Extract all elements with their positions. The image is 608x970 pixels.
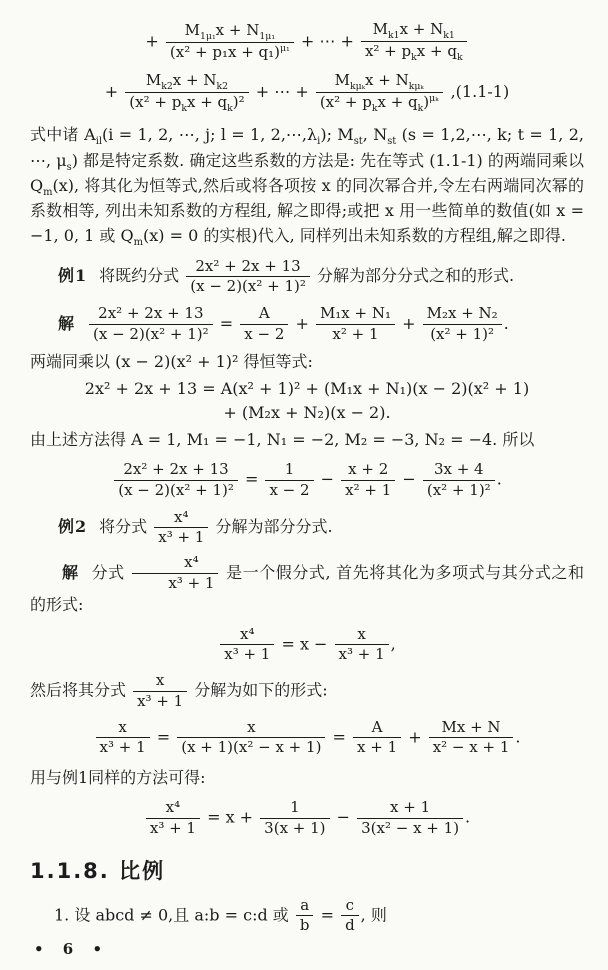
example1-identity-line-1: 2x² + 2x + 13 = A(x² + 1)² + (M₁x + N₁)(x − 2)(x² + 1) xyxy=(84,378,530,398)
example2-intro-text: 将分式 $\frac{\text{x⁴}}{\text{x³ + 1}}$ 分解为部分分式. xyxy=(99,507,333,546)
fraction: $\frac{1}{x - 2}$ xyxy=(265,461,313,499)
example1-intro-text: 将既约分式 $\frac{\text{2x² + 2x + 13}}{\text{(x − 2)(x² + 1)²}}$ 分解为部分分式之和的形式. xyxy=(99,256,515,296)
section-heading-1-1-8: 1.1.8. 比例 xyxy=(30,858,166,883)
example1-solution-label: 解 xyxy=(58,313,76,333)
fraction: $\frac{A}{x - 2}$ xyxy=(240,305,288,343)
fraction: $\frac{x + 2}{\text{x² + 1}}$ xyxy=(341,461,395,499)
example2-equation-1: $\frac{\text{x⁴}}{\text{x³ + 1}}$ = x − $\frac{x}{\text{x³ + 1}}$ , xyxy=(30,626,584,664)
example1-solution-equation: $\frac{\text{2x² + 2x + 13}}{\text{(x − 2)(x² + 1)²}}$ = $\frac{A}{x - 2}$ + $\frac{\text{M₁x + N₁}}{\text{x² + 1}}$ + $\frac{\text{M₂x + N₂}}{\text{(x² + 1)²}}$ . xyxy=(87,314,509,333)
example2-solution-paragraph xyxy=(30,554,584,617)
fraction: $\frac{x}{\text{x³ + 1}}$ xyxy=(96,719,150,757)
fraction: $\frac{x}{\text{x³ + 1}}$ xyxy=(133,672,187,710)
formula-1-1-1-line-2 xyxy=(30,72,584,114)
fraction: $\frac{\text{M₁x + N₁}}{\text{x² + 1}}$ xyxy=(316,305,395,343)
coefficients-method-paragraph: 式中诸 $A_{il}(i = 1$, 2, ⋯, j; l = 1, $2,\cdots,\lambda_i$); $M_{st}$, $N_{st}$ (s = 1,2,⋯, k; t = 1, 2, ⋯, $\mu_s$) 都是特定系数. 确定这些系数的方法是: 先在等式 (1.1-1) 的两端同乘以 $Q_m(x)$, 将其化为恒等式,然后或将各项按 x 的同次幂合并,令左右两端同次幂的系数相等, 列出未知系数的方程组, 解之即得;或把 x 用一些简单的数值(如 x = −1, 0, 1 或 $Q_m(x) = 0$ 的实根)代入, 同样列出未知系数的方程组,解之即得. xyxy=(30,125,584,248)
fraction: $\frac{1}{3(x + 1)}$ xyxy=(260,799,329,837)
formula-1-1-1-line-1: + $\frac{M_{1\mu_1}x + N_{1\mu_1}}{(x^2 + p_1x + q_1)^{\mu_1}}$ + ⋯ + $\frac{M_{k1}x + N_{k1}}{x^2 + p_kx + q_k}$ xyxy=(30,21,584,63)
example1-multiply-text: 两端同乘以 (x − 2)(x² + 1)² 得恒等式: xyxy=(30,351,313,371)
fraction: $\frac{\text{x⁴}}{\text{x³ + 1}}$ xyxy=(154,509,208,547)
fraction: $\frac{\text{M₂x + N₂}}{\text{(x² + 1)²}}$ xyxy=(423,305,502,343)
fraction: $\frac{c}{d}$ xyxy=(341,897,359,935)
example2-intro-line xyxy=(30,509,584,547)
fraction: $\frac{M_{k\mu_k}x + N_{k\mu_k}}{(x^2 + p_kx + q_k)^{\mu_k}}$ xyxy=(316,72,443,114)
example2-solution-text: 分式 $\frac{\text{x⁴}}{\text{x³ + 1}}$ 是一个假分式, 首先将其化为多项式与其分式之和的形式: xyxy=(30,553,584,614)
fraction: $\frac{\text{x⁴}}{\text{x³ + 1}}$ xyxy=(220,626,274,664)
example1-result-text: 由上述方法得 A = 1, M₁ = −1, N₁ = −2, M₂ = −3, N₂ = −4. 所以 xyxy=(30,430,535,450)
equation-number-label: ,(1.1-1) xyxy=(450,82,510,102)
fraction: $\frac{\text{x⁴}}{\text{x³ + 1}}$ xyxy=(132,554,218,592)
fraction: $\frac{3x + 4}{\text{(x² + 1)²}}$ xyxy=(423,461,495,499)
fraction: $\frac{\text{2x² + 2x + 13}}{\text{(x − 2)(x² + 1)²}}$ xyxy=(186,258,310,296)
fraction: $\frac{a}{b}$ xyxy=(296,897,314,935)
example1-label: 例1 xyxy=(58,266,88,286)
example1-intro-line xyxy=(30,258,584,296)
example1-identity-line-2: + (M₂x + N₂)(x − 2). xyxy=(223,403,391,423)
fraction: $\frac{M_{1\mu_1}x + N_{1\mu_1}}{(x^2 + p_1x + q_1)^{\mu_1}}$ xyxy=(166,22,294,62)
fraction: $\frac{M_{k1}x + N_{k1}}{x^2 + p_kx + q_k}$ xyxy=(361,21,467,63)
fraction: $\frac{\text{x⁴}}{\text{x³ + 1}}$ xyxy=(146,799,200,837)
fraction: $\frac{x + 1}{\text{3(x² − x + 1)}}$ xyxy=(357,799,463,837)
fraction: $\frac{x}{\text{x³ + 1}}$ xyxy=(335,626,389,664)
example2-equation-3: $\frac{\text{x⁴}}{\text{x³ + 1}}$ = x + $\frac{1}{3(x + 1)}$ − $\frac{x + 1}{\text{3(x² − x + 1)}}$ . xyxy=(30,799,584,837)
proportion-item-1: 1. 设 abcd ≠ 0,且 a:b = c:d 或 $\frac{a}{b}$ = $\frac{c}{d}$ , 则 xyxy=(54,895,387,934)
fraction: $\frac{M_{k2}x + N_{k2}}{(x^2 + p_kx + q_k)^2}$ xyxy=(125,72,248,114)
example2-method-text: 用与例1同样的方法可得: xyxy=(30,768,206,788)
formula-1-1-1-line-2-body: + $\frac{M_{k2}x + N_{k2}}{(x^2 + p_kx + q_k)^2}$ + ⋯ + $\frac{M_{k\mu_k}x + N_{k\mu_k}}{(x^2 + p_kx + q_k)^{\mu_k}}$ xyxy=(105,82,445,101)
fraction: $\frac{\text{2x² + 2x + 13}}{\text{(x − 2)(x² + 1)²}}$ xyxy=(114,461,238,499)
example2-equation-2: $\frac{x}{\text{x³ + 1}}$ = $\frac{x}{\text{(x + 1)(x² − x + 1)}}$ = $\frac{A}{x + 1}$ + $\frac{Mx + N}{\text{x² − x + 1}}$ . xyxy=(30,719,584,757)
fraction: $\frac{A}{x + 1}$ xyxy=(353,719,401,757)
fraction: $\frac{\text{2x² + 2x + 13}}{\text{(x − 2)(x² + 1)²}}$ xyxy=(89,305,213,343)
example1-result-equation: $\frac{\text{2x² + 2x + 13}}{\text{(x − 2)(x² + 1)²}}$ = $\frac{1}{x - 2}$ − $\frac{x + 2}{\text{x² + 1}}$ − $\frac{3x + 4}{\text{(x² + 1)²}}$ . xyxy=(30,461,584,499)
fraction: $\frac{Mx + N}{\text{x² − x + 1}}$ xyxy=(429,719,514,757)
fraction: $\frac{x}{\text{(x + 1)(x² − x + 1)}}$ xyxy=(177,719,325,757)
example2-solution-label: 解 xyxy=(62,562,80,582)
example2-label: 例2 xyxy=(58,517,88,536)
example2-then-text: 然后将其分式 $\frac{x}{\text{x³ + 1}}$ 分解为如下的形式: xyxy=(30,671,328,710)
page-number: • 6 • xyxy=(34,940,110,958)
example1-solution-line xyxy=(30,305,584,343)
